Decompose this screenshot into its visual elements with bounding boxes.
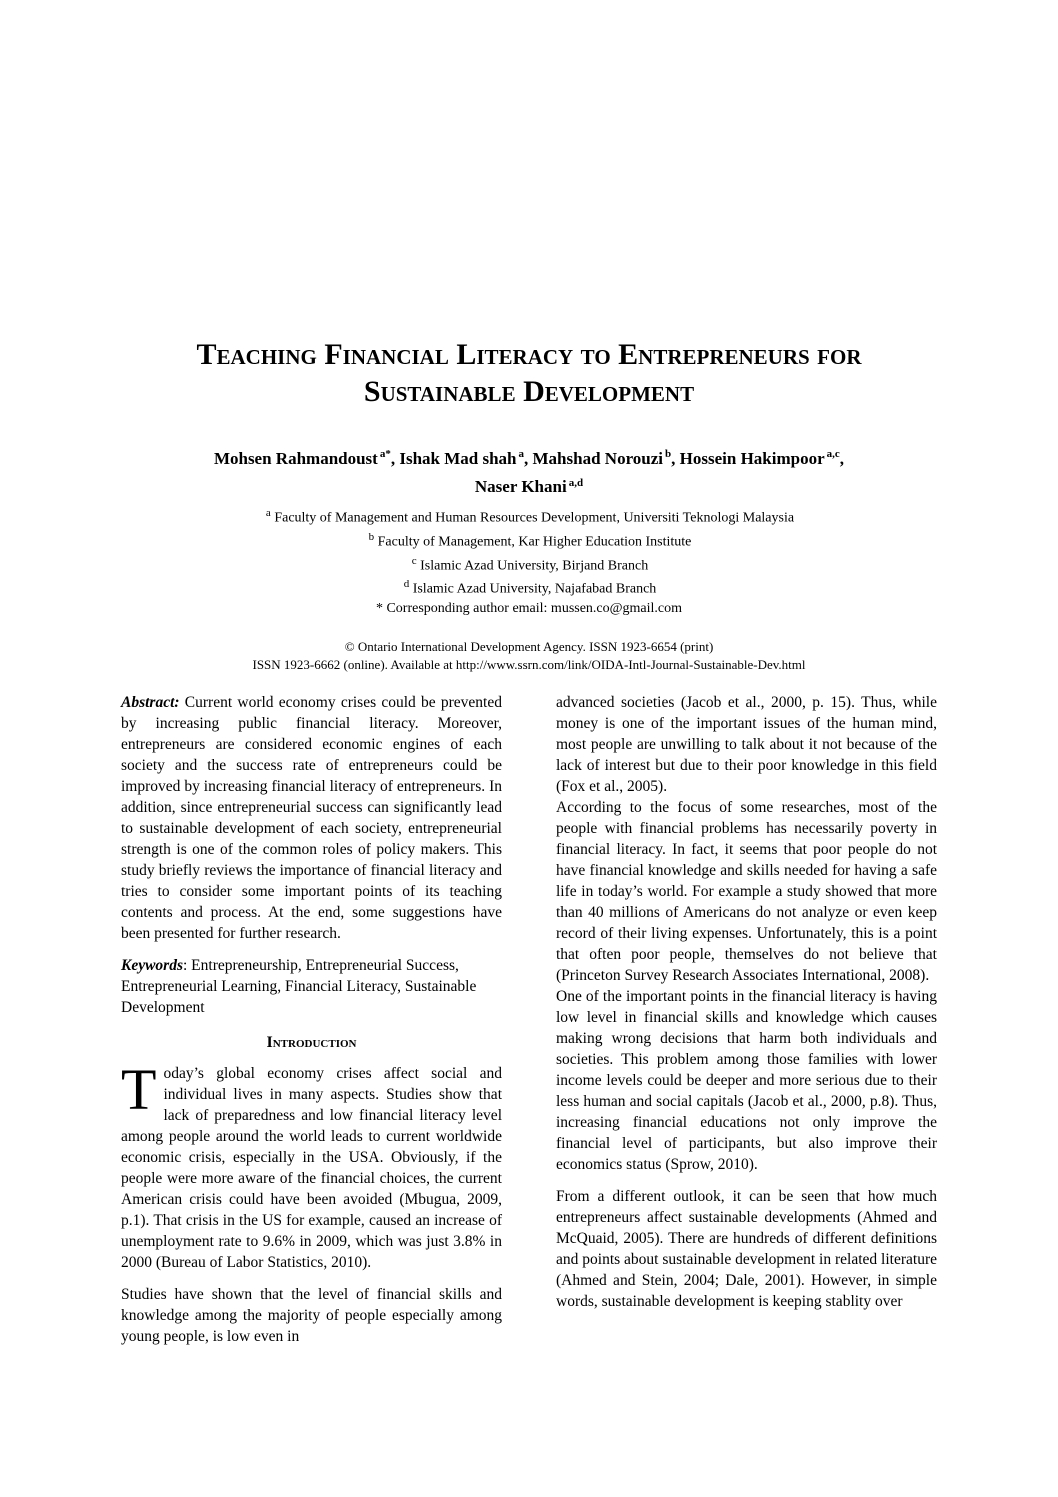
author: Mahshad Norouzi $^b$, <box>532 448 680 468</box>
author-line <box>121 442 937 499</box>
publisher-block <box>121 638 937 674</box>
left-column <box>121 692 502 1358</box>
author-superscript: b <box>665 448 672 460</box>
body-paragraph: From a different outlook, it can be seen that how much entrepreneurs affect sustainable developments (Ahmed and McQuaid, 2005). There are hundreds of different definitions and points about sustainable development in related literature (Ahmed and Stein, 2004; Dale, 2001). However, in simple words, sustainable development is keeping stablity over <box>556 1187 937 1310</box>
author-superscript: a* <box>379 448 391 460</box>
author: Hossein Hakimpoor $^{a,c}$, <box>679 448 845 468</box>
publisher-line1: © Ontario International Development Agency. ISSN 1923-6654 (print) <box>344 638 714 654</box>
paper-title-line2: Sustainable Development <box>363 375 695 408</box>
introduction-heading: Introduction <box>266 1033 357 1051</box>
intro-paragraph-1-text: oday’s global economy crises affect social and individual lives in many aspects. Studies show that lack of preparedness and low financial literacy level among people around the world leads to current worldwide economic crisis, especially in the USA. Obviously, if the people were more aware of the financial choices, the current American crisis could have been avoided (Mbugua, 2009, p.1). That crisis in the US for example, caused an increase of unemployment rate to 9.6% in 2009, which was just 3.8% in 2000 (Bureau of Labor Statistics, 2010). <box>121 1064 502 1271</box>
affiliation-line: $^d$ Islamic Azad University, Najafabad Branch <box>403 578 657 597</box>
author-superscript: a,c <box>826 448 840 460</box>
keywords-paragraph <box>121 955 502 1018</box>
affiliation-line: $^a$ Faculty of Management and Human Resources Development, Universiti Teknologi Malaysia <box>265 507 795 526</box>
author-superscript: a,d <box>568 476 584 489</box>
author: Mohsen Rahmandoust $^{a*}$, <box>213 448 400 468</box>
two-column-body <box>121 692 937 1358</box>
affiliation-line: $^c$ Islamic Azad University, Birjand Branch <box>411 554 649 574</box>
paper-title <box>121 336 937 410</box>
intro-paragraph-1 <box>121 1056 502 1273</box>
body-paragraph: advanced societies (Jacob et al., 2000, p. 15). Thus, while money is one of the important issues of the human mind, most people are unwilling to talk about it not because of the lack of interest but due to their poor knowledge in this field (Fox et al., 2005). <box>556 693 937 795</box>
abstract-label: Abstract: <box>121 693 180 711</box>
author: Naser Khani $^{a,d}$ <box>474 476 584 497</box>
keywords-label: Keywords <box>121 956 183 974</box>
body-paragraph: According to the focus of some researches, most of the people with financial problems has necessarily poverty in financial literacy. In fact, it seems that poor people do not have financial knowledge and skills needed for having a safe life in today’s world. For example a study showed that more than 40 millions of Americans do not analyze or even keep record of their living expenses. Unfortunately, this is a point that often poor people, themselves do not believe that (Princeton Survey Research Associates International, 2008). <box>556 798 937 984</box>
right-column <box>556 692 937 1358</box>
author-superscript: a <box>518 448 525 460</box>
publisher-line2: ISSN 1923-6662 (online). Available at http://www.ssrn.com/link/OIDA-Intl-Journal-Sustainable-Dev.html <box>252 656 806 672</box>
keywords-text: : Entrepreneurship, Entrepreneurial Success, Entrepreneurial Learning, Financial Literacy, Sustainable Development <box>121 956 477 1016</box>
drop-cap: T <box>121 1056 157 1122</box>
paper-title-line1: Teaching Financial Literacy to Entrepreneurs for <box>196 338 862 371</box>
affiliations <box>121 504 937 618</box>
affiliation-line: $^b$ Faculty of Management, Kar Higher Education Institute <box>368 530 692 550</box>
abstract-text: Current world economy crises could be prevented by increasing public financial literacy. Moreover, entrepreneurs are considered economic engines of each society and the success rate of entrepreneurs could be improved by increasing financial literacy of entrepreneurs. In addition, since entrepreneurial success can significantly lead to sustainable development of each society, entrepreneurial strength is one of the common roles of policy makers. This study briefly reviews the importance of financial literacy and tries to consider some important points of its teaching contents and process. At the end, some suggestions have been presented for further research. <box>121 693 502 942</box>
abstract-paragraph <box>121 692 502 944</box>
paper-content <box>121 336 937 1358</box>
body-paragraph: One of the important points in the financial literacy is having low level in financial skills and knowledge which causes making wrong decisions that harm both individuals and societies. This problem among those families with lower income levels could be deeper and more serious due to their less human and social capitals (Jacob et al., 2000, p.8). Thus, increasing financial educations not only improve the financial level of participants, but also improve their economics status (Sprow, 2010). <box>556 987 937 1173</box>
author: Ishak Mad shah $^a$, <box>399 448 533 468</box>
intro-paragraph-2: Studies have shown that the level of financial skills and knowledge among the majority of people especially among young people, is low even in <box>121 1285 502 1345</box>
correspondence-line: * Corresponding author email: mussen.co@gmail.com <box>375 600 683 616</box>
